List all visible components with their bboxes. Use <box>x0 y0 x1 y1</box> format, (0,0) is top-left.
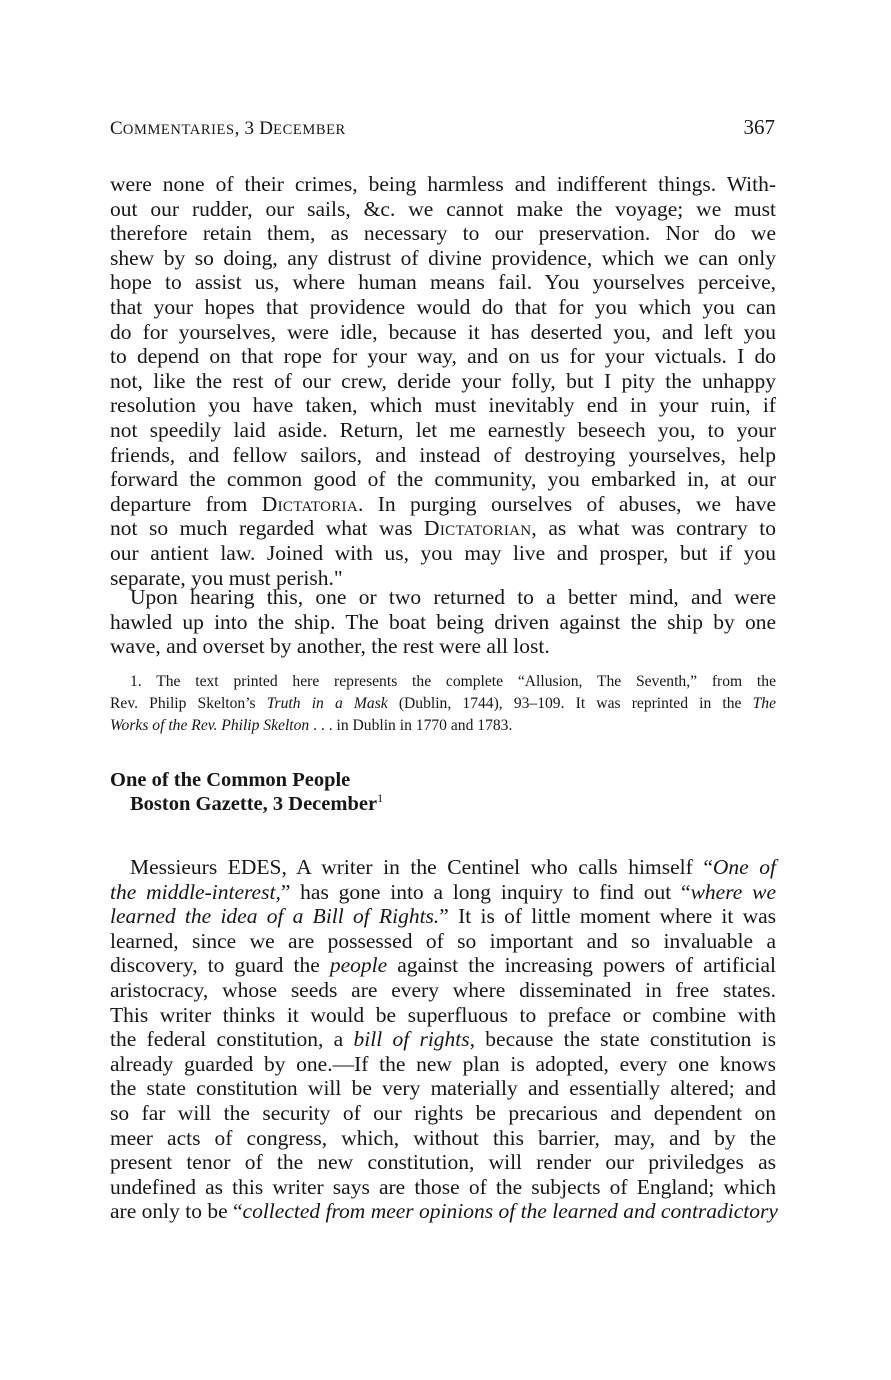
text-line: learned, since we are possessed of so important and so invaluable a <box>110 928 776 953</box>
text-span: . In purging ourselves of abuses, we have <box>357 491 776 516</box>
footnote-line <box>110 715 776 737</box>
text-line: already guarded by one.—If the new plan is adopted, every one knows <box>110 1051 776 1076</box>
text-line: the state constitution will be very materially and essentially altered; and <box>110 1076 776 1101</box>
small-caps-name: Dictatoria <box>261 491 358 516</box>
text-line: out our rudder, our sails, &c. we cannot make the voyage; we must <box>110 196 776 221</box>
text-span: not so much regarded what was <box>110 516 425 541</box>
text-line: not, like the rest of our crew, deride your folly, but I pity the unhappy <box>110 368 776 393</box>
text-line <box>110 855 776 880</box>
text-line: our antient law. Joined with us, you may live and prosper, but if you <box>110 540 776 565</box>
text-line: do for yourselves, were idle, because it has deserted you, and left you <box>110 319 776 344</box>
text-line: forward the common good of the community, you embarked in, at our <box>110 467 776 492</box>
book-title: Works of the Rev. Philip Skelton <box>110 717 310 734</box>
book-title: Truth in a Mask <box>266 695 388 712</box>
text-line: This writer thinks it would be superfluous to preface or combine with <box>110 1002 776 1027</box>
text-line: wave, and overset by another, the rest were all lost. <box>110 634 550 659</box>
running-head-word: OMMENTARIES <box>122 122 235 138</box>
text-span: ” It is of little moment where it was <box>439 904 777 929</box>
footnote-line <box>110 693 776 715</box>
text-span: . . . in Dublin in 1770 and 1783. <box>309 717 513 734</box>
text-span: (Dublin, 1744), 93–109. It was reprinted in the <box>387 695 753 712</box>
text-line: friends, and fellow sailors, and instead of destroying yourselves, help <box>110 442 776 467</box>
text-line: Upon hearing this, one or two returned to a better mind, and were <box>130 585 776 609</box>
text-span: because the state constitution is <box>475 1027 777 1052</box>
text-line: hope to assist us, where human means fail. You yourselves perceive, <box>110 270 776 295</box>
text-line: undefined as this writer says are those of the subjects of England; which <box>110 1174 776 1199</box>
text-line: hawled up into the ship. The boat being driven against the ship by one <box>110 609 776 634</box>
text-span: are only to be “ <box>110 1199 243 1224</box>
text-span: against the increasing powers of artificial <box>387 953 776 978</box>
paragraph-ending <box>110 585 776 659</box>
text-line: not speedily laid aside. Return, let me earnestly beseech you, to your <box>110 417 776 442</box>
running-head-month: ECEMBER <box>273 122 346 138</box>
running-head <box>110 118 346 140</box>
text-span: Rev. Philip Skelton’s <box>110 695 267 712</box>
footnote-marker: 1 <box>377 791 384 805</box>
text-span: ” has gone into a long inquiry to find out “ <box>280 879 691 904</box>
text-line <box>110 516 776 541</box>
text-line: were none of their crimes, being harmless and indifferent things. With- <box>110 172 776 196</box>
paragraph-letter <box>110 855 776 1224</box>
footnote-line: 1. The text printed here represents the complete “Allusion, The Seventh,” from the <box>130 673 776 690</box>
emphasis-text: bill of rights, <box>353 1027 476 1052</box>
emphasis-text: people <box>329 953 388 978</box>
text-line: to depend on that rope for your way, and on us for your victuals. I do <box>110 344 776 369</box>
small-caps-name: Dictatorian <box>424 516 532 541</box>
paragraph-continued <box>110 172 776 590</box>
page-number: 367 <box>743 115 775 139</box>
running-head-date: , 3 D <box>234 118 274 139</box>
running-head-initial: C <box>110 118 123 139</box>
text-span: , as what was contrary to <box>531 516 776 541</box>
text-line: resolution you have taken, which must inevitably end in your ruin, if <box>110 393 776 418</box>
text-span: Messieurs EDES, A writer in the Centinel who calls himself “ <box>130 855 713 879</box>
text-line: aristocracy, whose seeds are every where disseminated in free states. <box>110 977 776 1002</box>
text-line: that your hopes that providence would do that for you which you can <box>110 294 776 319</box>
quoted-text: the middle-interest, <box>110 879 281 904</box>
text-span: the federal constitution, a <box>110 1027 354 1052</box>
text-span: departure from <box>110 491 262 516</box>
text-line: present tenor of the new constitution, will render our priviledges as <box>110 1150 776 1175</box>
text-span: discovery, to guard the <box>110 953 330 978</box>
text-line <box>110 1199 776 1224</box>
section-source <box>130 792 383 817</box>
text-line: so far will the security of our rights be precarious and dependent on <box>110 1100 776 1125</box>
text-line <box>110 492 776 517</box>
quoted-text: One of <box>712 855 776 879</box>
quoted-text: learned the idea of a Bill of Rights. <box>110 904 440 929</box>
text-line: separate, you must perish." <box>110 565 343 590</box>
quoted-text: collected from meer opinions of the learned and contradictory <box>242 1199 778 1224</box>
text-line <box>110 880 776 905</box>
text-line <box>110 904 776 929</box>
book-title: The <box>752 695 776 712</box>
quoted-text: where we <box>690 879 776 904</box>
section-title: One of the Common People <box>110 769 351 791</box>
text-line: shew by so doing, any distrust of divine providence, which we can only <box>110 245 776 270</box>
text-line: meer acts of congress, which, without this barrier, may, and by the <box>110 1125 776 1150</box>
source-text: Boston Gazette, 3 December <box>130 793 378 815</box>
footnote <box>110 671 776 737</box>
text-line <box>110 1027 776 1052</box>
text-line <box>110 953 776 978</box>
text-line: therefore retain them, as necessary to our preservation. Nor do we <box>110 221 776 246</box>
